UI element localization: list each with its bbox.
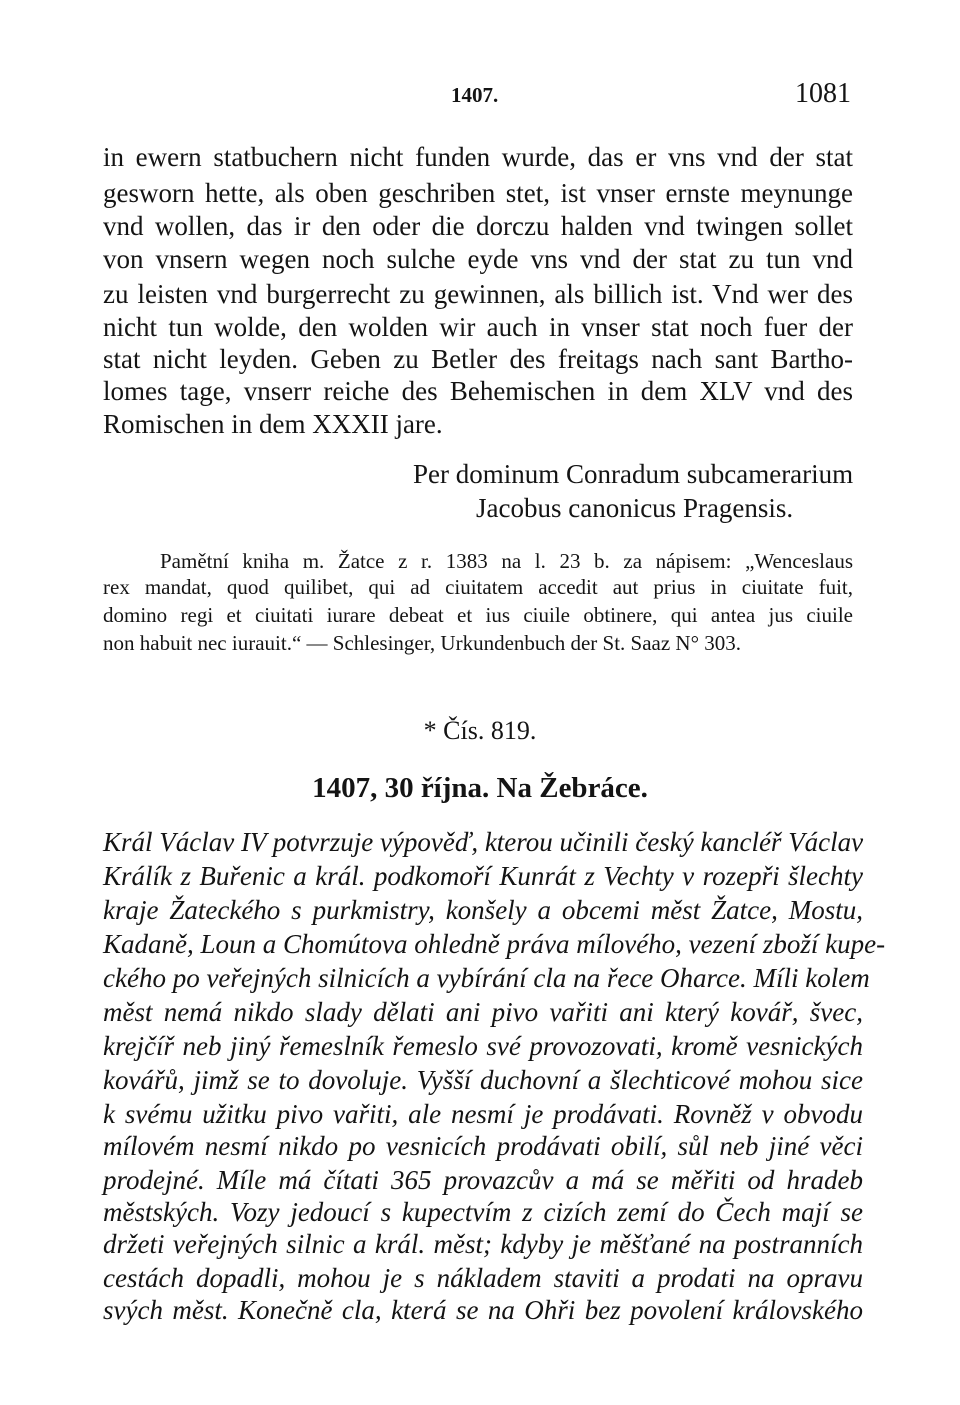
body-line: von vnsern wegen noch sulche eyde vns vnd der stat zu tun vnd [103, 244, 853, 274]
note-line: domino regi et ciuitati iurare debeat et ius ciuile obtinere, qui antea jus ciuile [103, 603, 853, 627]
regest-line: držeti veřejných silnic a král. měst; kdyby je měšťané na postranních [103, 1229, 863, 1259]
regest-line: kovářů, jimž se to dovoluje. Vyšší duchovní a šlechticové mohou sice [103, 1065, 863, 1095]
regest-line: svých měst. Konečně cla, která se na Ohři bez povolení královského [103, 1295, 863, 1325]
regest-line: městských. Vozy jedoucí s kupectvím z cizích zemí do Čech mají se [103, 1197, 863, 1227]
document-number: * Čís. 819. [423, 716, 537, 745]
body-line: stat nicht leyden. Geben zu Betler des freitags nach sant Bartho- [103, 344, 853, 374]
signature-line: Jacobus canonicus Pragensis. [476, 493, 794, 523]
body-line: nicht tun wolde, den wolden wir auch in vnser stat noch fuer der [103, 312, 853, 342]
running-header-year: 1407. [451, 83, 499, 107]
note-line: rex mandat, quod quilibet, qui ad ciuitatem accedit aut prius in ciuitate fuit, [103, 575, 853, 599]
body-line: vnd wollen, das ir den oder die dorczu halden vnd twingen sollet [103, 211, 853, 241]
body-line: in ewern statbuchern nicht funden wurde, das er vns vnd der stat [103, 142, 853, 172]
body-line: lomes tage, vnserr reiche des Behemischen in dem XLV vnd des [103, 376, 853, 406]
document-date-place: 1407, 30 října. Na Žebráce. [312, 772, 648, 804]
signature-line: Per dominum Conradum subcamerarium [413, 459, 854, 489]
body-line: gesworn hette, als oben geschriben stet, ist vnser ernste meynunge [103, 178, 853, 208]
note-line: Pamětní kniha m. Žatce z r. 1383 na l. 23 b. za nápisem: „Wenceslaus [160, 549, 853, 573]
body-line: Romischen in dem XXXII jare. [103, 409, 443, 439]
regest-line: Kadaně, Loun a Chomútova ohledně práva mílového, vezení zboží kupe- [103, 929, 886, 959]
regest-line: cestách dopadli, mohou je s nákladem staviti a prodati na opravu [103, 1263, 863, 1293]
regest-line: prodejné. Míle má čítati 365 provazcův a má se měřiti od hradeb [103, 1165, 863, 1195]
body-line: zu leisten vnd burgerrecht zu gewinnen, als billich ist. Vnd wer des [103, 279, 853, 309]
regest-line: Králík z Buřenic a král. podkomoří Kunrát z Vechty v rozepři šlechty [103, 861, 863, 891]
page-number: 1081 [795, 78, 851, 109]
regest-line: kraje Žateckého s purkmistry, konšely a obcemi měst Žatce, Mostu, [103, 895, 863, 925]
regest-line: krejčíř neb jiný řemeslník řemeslo své provozovati, kromě vesnických [103, 1031, 863, 1061]
regest-line: měst nemá nikdo slady dělati ani pivo vařiti ani který kovář, švec, [103, 997, 863, 1027]
regest-line: mílovém nesmí nikdo po vesnicích prodávati obilí, sůl neb jiné věci [103, 1131, 863, 1161]
regest-line: k svému užitku pivo vařiti, ale nesmí je prodávati. Rovněž v obvodu [103, 1099, 863, 1129]
note-line: non habuit nec iurauit.“ — Schlesinger, Urkundenbuch der St. Saaz N° 303. [103, 631, 741, 655]
regest-line: Král Václav IV potvrzuje výpověď, kterou učinili český kancléř Václav [103, 827, 864, 857]
regest-line: ckého po veřejných silnicích a vybírání cla na řece Oharce. Míli kolem [103, 963, 870, 993]
